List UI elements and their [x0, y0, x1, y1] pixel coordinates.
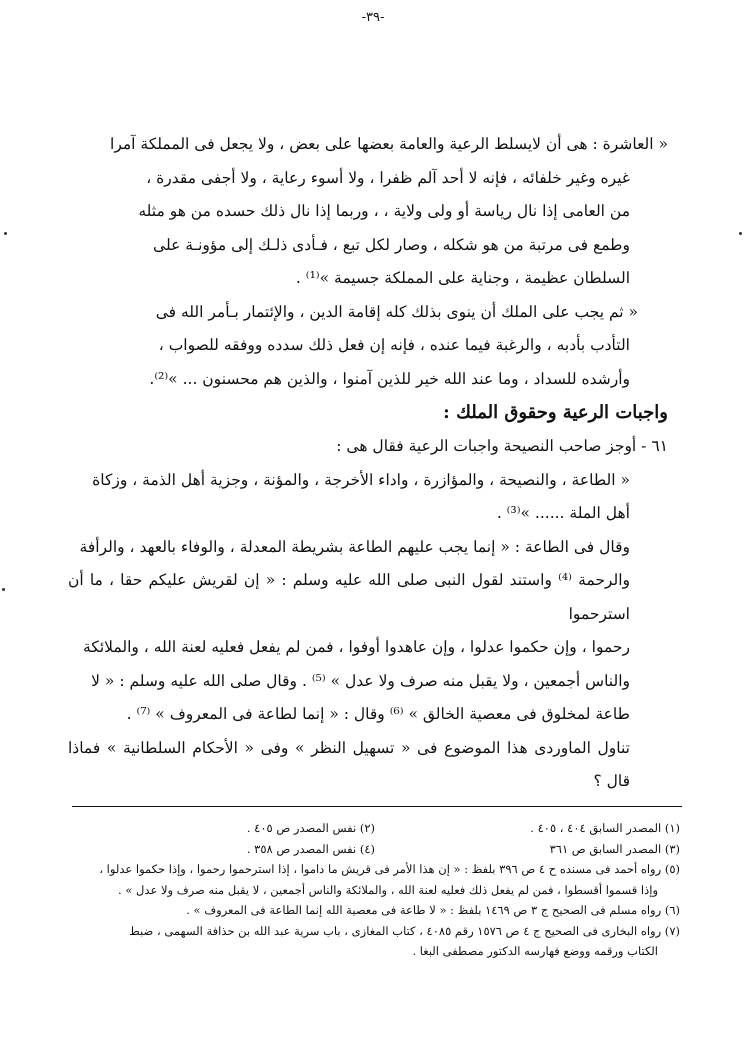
footnotes — [70, 818, 680, 962]
page-number: -٣٩- — [361, 10, 385, 25]
section-heading: واجبات الرعية وحقوق الملك : — [443, 402, 668, 423]
para1-line-1: « العاشرة : هى أن لايسلط الرعية والعامة بعضها على بعض ، ولا يجعل فى المملكة آمرا — [110, 135, 668, 153]
para2-line-1: « ثم يجب على الملك أن ينوى بذلك كله إقامة الدين ، والإئتمار بـأمر الله فى — [155, 302, 638, 321]
para5-line-1: تناول الماوردى هذا الموضوع فى « تسهيل النظر » وفى « الأحكام السلطانية » فماذا قال ؟ — [68, 738, 630, 790]
footnote-2: (٢) نفس المصدر ص ٤٠٥ . — [246, 821, 375, 835]
scan-speck — [739, 232, 742, 235]
para1-line-3: من العامى إذا نال رياسة أو ولى ولاية ، ، وربما إذا نال ذلك حسده من هو مثله — [138, 202, 630, 220]
footnote-7-continued: الكتاب ورقمه ووضع فهارسه الدكتور مصطفى البغا . — [412, 944, 658, 958]
footnote-3: (٣) المصدر السابق ص ٣٦١ — [549, 841, 680, 856]
para4-line-1: وقال فى الطاعة : « إنما يجب عليهم الطاعة بشريطة المعدلة ، والوفاء بالعهد ، والرأفة — [79, 537, 630, 556]
para1-line-5: السلطان عظيمة ، وجناية على المملكة جسيمة »⁽¹⁾ . — [295, 269, 630, 287]
main-body — [68, 128, 668, 799]
para3-line-2: « الطاعة ، والنصيحة ، والمؤازرة ، واداء الأخرجة ، والمؤنة ، وجزية أهل الذمة ، وزكاة — [92, 470, 630, 489]
para1-line-4: وطمع فى مرتبة من هو شكله ، وصار لكل تبع ، فـأدى ذلـك إلى مؤونـة على — [153, 235, 630, 254]
para4-line-3: رحموا ، وإن حكموا عدلوا ، وإن عاهدوا أوفوا ، فمن لم يفعل فعليه لعنة الله ، والملائكة — [82, 638, 630, 656]
para1-line-2: غيره وغير خلفائه ، فإنه لا أحد آلم ظفرا ، ولا أسوء رعاية ، ولا أجفى مقدرة ، — [146, 168, 630, 187]
footnote-pairs — [70, 818, 680, 859]
footnote-5: (٥) رواه أحمد فى مسنده ح ٤ ص ٣٩٦ بلفظ : « إن هذا الأمر فى قريش ما داموا ، إذا استرحموا رحموا ، وإذا حكموا عدلوا ، — [99, 862, 680, 876]
para3-line-1: ٦١ - أوجز صاحب النصيحة واجبات الرعية فقال هى : — [336, 437, 668, 455]
para3-line-3: أهل الملة ...... »⁽³⁾ . — [496, 504, 630, 522]
para2-line-3: وأرشده للسداد ، وما عند الله خير للذين آمنوا ، والذين هم محسنون ... »⁽²⁾. — [149, 369, 630, 388]
scan-speck — [4, 232, 7, 235]
footnote-7: (٧) رواه البخارى فى الصحيح ج ٤ ص ١٥٧٦ رقم ٤٠٨٥ ، كتاب المغازى ، باب سرية عبد الله بن حذافة السهمى ، ضبط — [129, 923, 680, 938]
para2-line-2: التأدب بأدبه ، والرغبة فيما عنده ، فإنه إن فعل ذلك سدده ووفقه للصواب ، — [158, 336, 630, 354]
footnote-4: (٤) نفس المصدر ص ٣٥٨ . — [246, 841, 375, 856]
para4-line-5: طاعة لمخلوق فى معصية الخالق » ⁽⁶⁾ وقال : « إنما لطاعة فى المعروف » ⁽⁷⁾ . — [126, 705, 630, 723]
scan-speck — [2, 588, 5, 591]
para4-line-4: والناس أجمعين ، ولا يقبل منه صرف ولا عدل » ⁽⁵⁾ . وقال صلى الله عليه وسلم : « لا — [91, 671, 630, 690]
footnote-1: (١) المصدر السابق ٤٠٤ ، ٤٠٥ . — [530, 821, 680, 835]
footnote-6: (٦) رواه مسلم فى الصحيح ج ٣ ص ١٤٦٩ بلفظ : « لا طاعة فى معصية الله إنما الطاعة فى المعروف » . — [186, 903, 680, 917]
para4-line-2: والرحمة ⁽⁴⁾ واستند لقول النبى صلى الله عليه وسلم : « إن لقريش عليكم حقا ، ما أن استرحموا — [68, 571, 630, 623]
footnote-divider — [72, 806, 682, 807]
footnote-5-continued: وإذا قسموا أقسطوا ، فمن لم يفعل ذلك فعليه لعنة الله ، والملائكة والناس أجمعين ، لا يقبل منه صرف ولا عدل » . — [118, 882, 658, 897]
